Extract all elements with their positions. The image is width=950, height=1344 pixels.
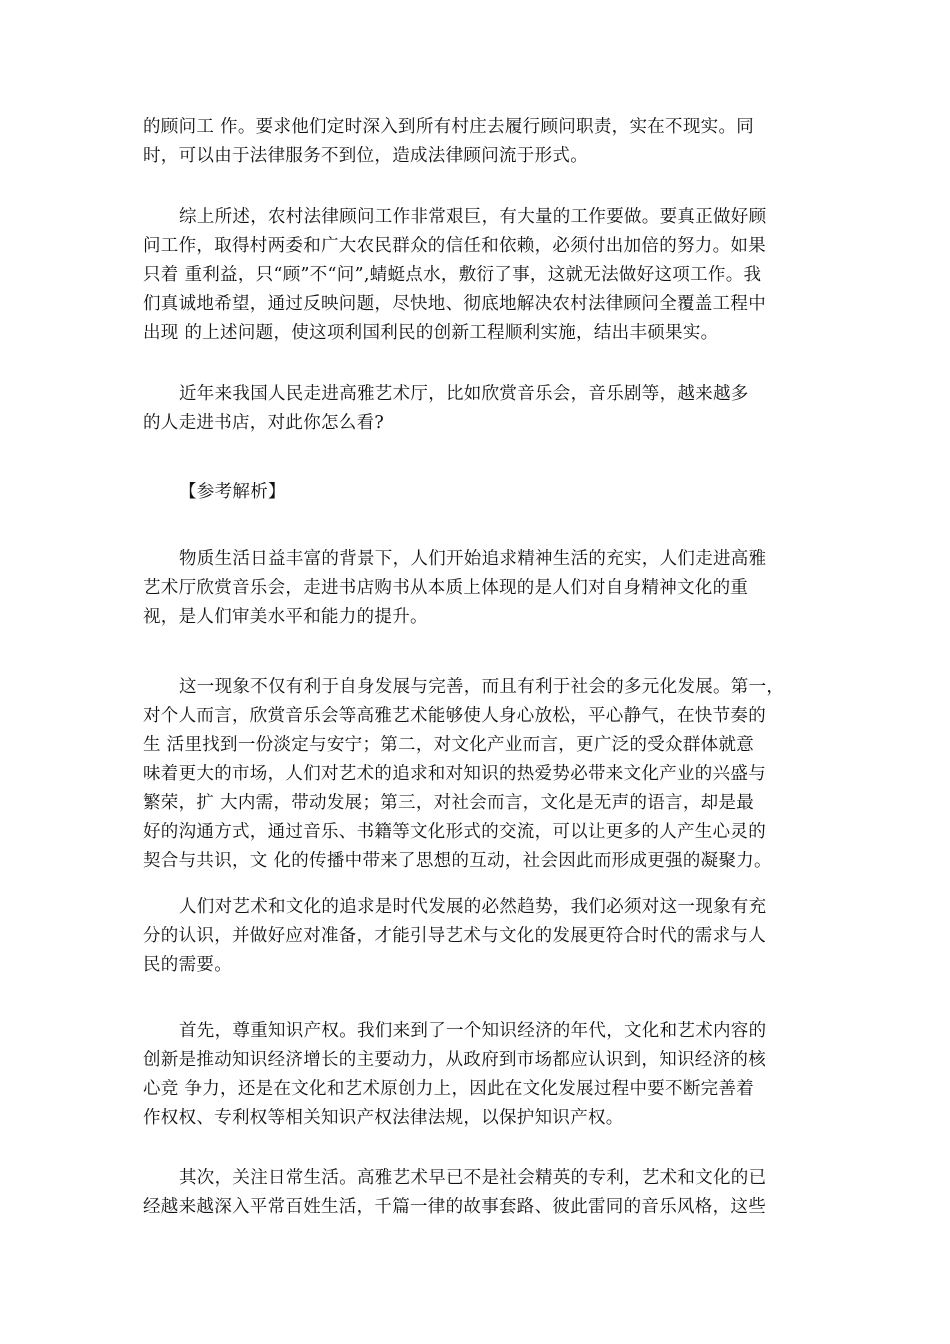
text-line: 契合与共识，文 化的传播中带来了思想的互动，社会因此而形成更强的凝聚力。: [143, 851, 772, 871]
paragraph-summary: [143, 203, 808, 348]
text-line: 视，是人们审美水平和能力的提升。: [143, 607, 428, 627]
text-line: 对个人而言，欣赏音乐会等高雅艺术能够使人身心放松，平心静气，在快节奏的: [143, 706, 766, 726]
text-line: 的人走进书店，对此你怎么看?: [143, 413, 385, 433]
text-line: 其次，关注日常生活。高雅艺术早已不是社会精英的专利，艺术和文化的已: [179, 1168, 767, 1188]
paragraph-second-daily-life: [143, 1164, 808, 1222]
paragraph-first-ip: [143, 1017, 808, 1133]
section-heading-reference-analysis: [143, 478, 808, 507]
text-line: 这一现象不仅有利于自身发展与完善，而且有利于社会的多元化发展。第一，: [179, 677, 785, 697]
text-line: 生 活里找到一份淡定与安宁；第二，对文化产业而言，更广泛的受众群体就意: [143, 735, 755, 755]
text-line: 心竞 争力，还是在文化和艺术原创力上，因此在文化发展过程中要不断完善着: [143, 1079, 755, 1099]
text-line: 只着 重利益，只“顾”不“问”,蜻蜓点水，敷衍了事，这就无法做好这项工作。我: [143, 265, 762, 285]
text-line: 民的需要。: [143, 955, 232, 975]
text-line: 人们对艺术和文化的追求是时代发展的必然趋势，我们必须对这一现象有充: [179, 897, 767, 917]
text-line: 繁荣，扩 大内需，带动发展；第三，对社会而言，文化是无声的语言，却是最: [143, 793, 755, 813]
text-line: 问工作，取得村两委和广大农民群众的信任和依赖，必须付出加倍的努力。如果: [143, 236, 766, 256]
text-line: 物质生活日益丰富的背景下，人们开始追求精神生活的充实，人们走进高雅: [179, 549, 767, 569]
text-line: 们真诚地希望，通过反映问题，尽快地、彻底地解决农村法律顾问全覆盖工程中: [143, 294, 766, 314]
text-line: 时，可以由于法律服务不到位，造成法律顾问流于形式。: [143, 146, 588, 166]
text-line: 近年来我国人民走进高雅艺术厅，比如欣赏音乐会，音乐剧等，越来越多: [179, 384, 749, 404]
text-line: 出现 的上述问题，使这项利国利民的创新工程顺利实施，结出丰硕果实。: [143, 323, 719, 343]
text-line: 综上所述，农村法律顾问工作非常艰巨，有大量的工作要做。要真正做好顾: [179, 207, 767, 227]
text-line: 创新是推动知识经济增长的主要动力，从政府到市场都应认识到，知识经济的核: [143, 1050, 766, 1070]
text-line: 经越来越深入平常百姓生活，千篇一律的故事套路、彼此雷同的音乐风格，这些: [143, 1197, 766, 1217]
text-line: 艺术厅欣赏音乐会，走进书店购书从本质上体现的是人们对自身精神文化的重: [143, 578, 749, 598]
text-line: 分的认识，并做好应对准备，才能引导艺术与文化的发展更符合时代的需求与人: [143, 926, 766, 946]
text-line: 作权权、专利权等相关知识产权法律法规，以保护知识产权。: [143, 1108, 624, 1128]
text-line: 好的沟通方式，通过音乐、书籍等文化形式的交流，可以让更多的人产生心灵的: [143, 822, 766, 842]
text-line: 首先，尊重知识产权。我们来到了一个知识经济的年代，文化和艺术内容的: [179, 1021, 767, 1041]
paragraph-trend: [143, 893, 808, 980]
paragraph-legal-advisor-continued: [143, 113, 808, 171]
text-line: 【参考解析】: [179, 482, 286, 502]
text-line: 味着更大的市场，人们对艺术的追求和对知识的热爱势必带来文化产业的兴盛与: [143, 764, 766, 784]
paragraph-benefits: [143, 673, 808, 876]
paragraph-question: [143, 380, 808, 438]
paragraph-analysis-intro: [143, 545, 808, 632]
text-line: 的顾问工 作。要求他们定时深入到所有村庄去履行顾问职责，实在不现实。同: [143, 117, 755, 137]
